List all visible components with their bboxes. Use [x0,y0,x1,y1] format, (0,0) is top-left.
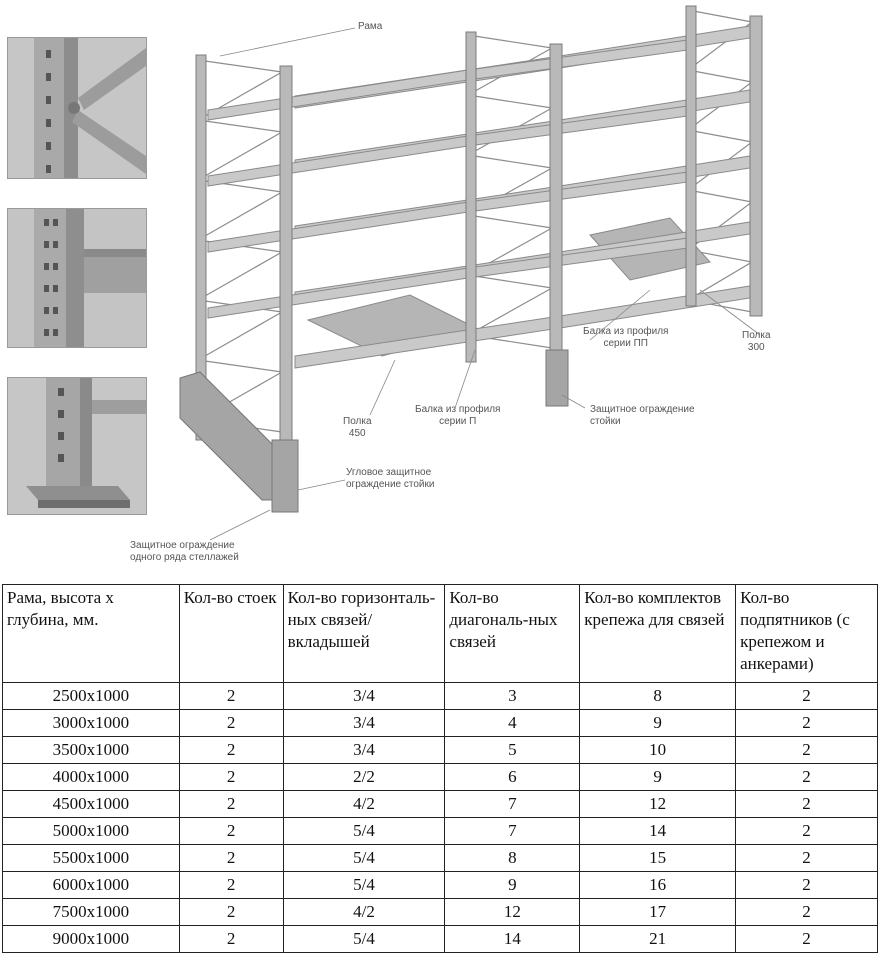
label-shelf-300-line1: Полка [742,330,771,341]
table-cell: 7 [445,791,580,818]
label-shelf-450-line1: Полка [343,416,372,427]
table-cell: 5/4 [283,872,445,899]
table-cell: 2 [179,764,283,791]
table-cell: 2 [736,710,878,737]
table-cell: 16 [580,872,736,899]
table-cell: 3500х1000 [3,737,180,764]
table-cell: 2 [179,791,283,818]
label-beam-pp-line2: серии ПП [603,338,648,349]
label-shelf-300 [742,330,771,354]
table-cell: 6 [445,764,580,791]
table-row [3,683,878,710]
label-beam-pp-line1: Балка из профиля [583,326,669,337]
header-base-plates: Кол-во подпятников (с крепежом и анкерами) [736,585,878,683]
table-cell: 9 [580,764,736,791]
table-cell: 3/4 [283,683,445,710]
table-cell: 12 [580,791,736,818]
table-row [3,764,878,791]
table-cell: 3 [445,683,580,710]
table-cell: 9000х1000 [3,926,180,953]
detail-photo-base-plate [7,377,147,515]
label-row-guard-line2: одного ряда стеллажей [130,552,239,563]
table-cell: 14 [580,818,736,845]
label-corner-guard-line1: Угловое защитное [346,467,432,478]
table-cell: 2 [736,926,878,953]
table-cell: 5500х1000 [3,845,180,872]
label-beam-pp [583,326,668,350]
table-cell: 2 [179,899,283,926]
table-cell: 4 [445,710,580,737]
table-cell: 2 [179,737,283,764]
header-frame-size: Рама, высота х глубина, мм. [3,585,180,683]
table-cell: 14 [445,926,580,953]
label-row-guard-line1: Защитное ограждение [130,540,235,551]
label-shelf-300-line2: 300 [747,342,765,353]
table-cell: 7 [445,818,580,845]
table-cell: 17 [580,899,736,926]
table-cell: 2 [736,737,878,764]
table-cell: 2 [179,926,283,953]
table-cell: 3000х1000 [3,710,180,737]
table-header-row [3,585,878,683]
label-shelf-450 [343,416,372,440]
header-uprights: Кол-во стоек [179,585,283,683]
detail-photo-diagonal-brace [7,37,147,179]
label-row-guard [130,540,239,564]
header-horizontal-links: Кол-во горизонталь-ных связей/ вкладышей [283,585,445,683]
table-cell: 4000х1000 [3,764,180,791]
table-cell: 2 [736,683,878,710]
table-cell: 15 [580,845,736,872]
label-beam-p-line1: Балка из профиля [415,404,501,415]
upright-base-drawing [8,378,146,514]
label-shelf-450-line2: 450 [348,428,366,439]
label-guard-upright [590,404,695,428]
label-corner-guard-line2: ограждение стойки [346,479,435,490]
table-cell: 8 [580,683,736,710]
table-row [3,872,878,899]
upright-diagonal-drawing [8,38,146,178]
table-cell: 5/4 [283,818,445,845]
detail-photo-beam-connection [7,208,147,348]
table-cell: 2 [179,845,283,872]
table-cell: 2/2 [283,764,445,791]
header-diagonal-links: Кол-во диагональ-ных связей [445,585,580,683]
table-cell: 2 [736,764,878,791]
table-cell: 12 [445,899,580,926]
table-cell: 4500х1000 [3,791,180,818]
table-cell: 8 [445,845,580,872]
table-row [3,845,878,872]
table-row [3,926,878,953]
table-cell: 4/2 [283,899,445,926]
label-corner-guard [346,467,434,491]
table-cell: 9 [580,710,736,737]
table-cell: 2500х1000 [3,683,180,710]
rack-main-drawing [150,0,880,578]
label-guard-upright-line1: Защитное ограждение [590,404,695,415]
table-cell: 21 [580,926,736,953]
table-cell: 10 [580,737,736,764]
table-cell: 5/4 [283,845,445,872]
table-cell: 2 [736,872,878,899]
table-cell: 7500х1000 [3,899,180,926]
table-cell: 5/4 [283,926,445,953]
table-cell: 2 [179,710,283,737]
table-row [3,899,878,926]
table-cell: 2 [736,899,878,926]
table-cell: 2 [736,845,878,872]
table-row [3,710,878,737]
table-cell: 2 [179,818,283,845]
label-beam-p [415,404,500,428]
table-cell: 3/4 [283,737,445,764]
table-cell: 2 [736,818,878,845]
upright-beam-drawing [8,209,146,347]
table-cell: 2 [179,683,283,710]
table-cell: 5 [445,737,580,764]
table-body [3,683,878,953]
label-beam-p-line2: серии П [439,416,477,427]
table-cell: 6000х1000 [3,872,180,899]
table-cell: 4/2 [283,791,445,818]
table-row [3,791,878,818]
label-frame: Рама [358,21,383,32]
table-cell: 9 [445,872,580,899]
table-cell: 2 [179,872,283,899]
label-guard-upright-line2: стойки [590,416,621,427]
frame-spec-table [2,584,878,953]
table-cell: 5000х1000 [3,818,180,845]
table-row [3,737,878,764]
table-cell: 3/4 [283,710,445,737]
header-fastener-kits: Кол-во комплектов крепежа для связей [580,585,736,683]
table-row [3,818,878,845]
table-cell: 2 [736,791,878,818]
